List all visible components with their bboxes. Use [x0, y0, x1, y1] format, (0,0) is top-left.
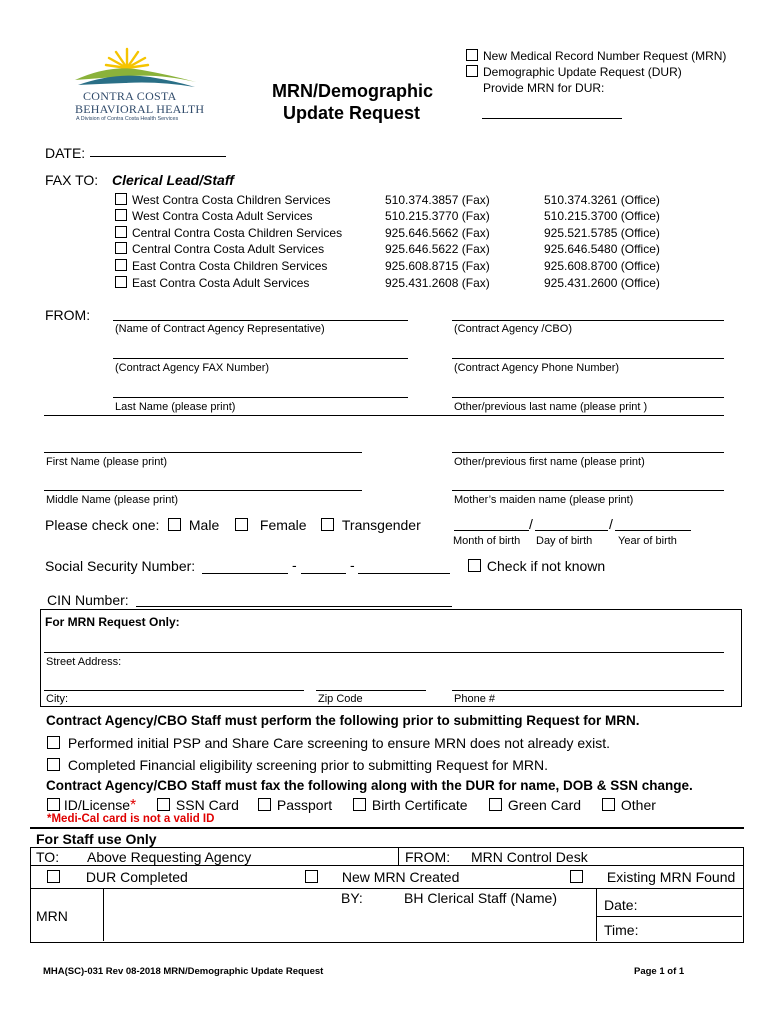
sunrise-logo-icon — [70, 46, 205, 88]
section-divider — [44, 415, 724, 416]
gender-female-option[interactable]: Female — [235, 517, 307, 533]
last-name-input[interactable] — [113, 397, 408, 398]
checkbox-icon[interactable] — [305, 870, 318, 883]
staff-to-label: TO: — [36, 849, 60, 865]
fax-row[interactable]: East Contra Costa Children Services — [115, 259, 327, 273]
date-label: DATE: — [45, 145, 86, 161]
logo-line-3: A Division of Contra Costa Health Services — [76, 116, 179, 122]
staff-to-value: Above Requesting Agency — [87, 849, 252, 865]
other-last-name-caption: Other/previous last name (please print ) — [454, 401, 648, 413]
office-number: 925.521.5785 (Office) — [544, 226, 660, 240]
staff-col-divider — [398, 848, 399, 865]
fax-row[interactable]: Central Contra Costa Children Services — [115, 226, 342, 240]
ssn-dash: - — [292, 557, 297, 573]
staff-time-label: Time: — [604, 922, 639, 938]
rep-name-input[interactable] — [113, 320, 408, 321]
cin-input[interactable] — [136, 606, 452, 607]
staff-row-divider — [30, 865, 743, 866]
fax-row[interactable]: West Contra Costa Adult Services — [115, 209, 313, 223]
checkbox-icon[interactable] — [570, 870, 583, 883]
gender-male-option[interactable]: Male — [168, 517, 219, 533]
staff-by-value: BH Clerical Staff (Name) — [404, 890, 558, 906]
birth-month-caption: Month of birth — [453, 535, 521, 547]
checkbox-icon[interactable] — [466, 65, 478, 77]
staff-row-divider — [596, 916, 742, 917]
checkbox-icon[interactable] — [602, 798, 615, 811]
doc-id-option[interactable]: ID/License* — [47, 797, 136, 815]
middle-name-input[interactable] — [44, 490, 362, 491]
fax-docs-heading: Contract Agency/CBO Staff must fax the following along with the DUR for name, DOB & SSN change. — [46, 778, 693, 793]
birth-day-input[interactable] — [535, 530, 608, 531]
existing-mrn-option[interactable]: Existing MRN Found — [570, 869, 735, 885]
zip-input[interactable] — [316, 690, 426, 691]
financial-screening-option[interactable]: Completed Financial eligibility screening prior to submitting Request for MRN. — [47, 757, 548, 773]
phone-input[interactable] — [452, 690, 724, 691]
agency-logo — [70, 46, 205, 126]
checkbox-icon[interactable] — [466, 49, 478, 61]
staff-col-divider — [596, 889, 597, 941]
dob-slash: / — [529, 516, 533, 532]
first-name-caption: First Name (please print) — [46, 456, 168, 468]
form-title-line-1: MRN/Demographic — [272, 81, 434, 101]
provide-mrn-label: Provide MRN for DUR: — [483, 81, 605, 95]
agency-caption: (Contract Agency /CBO) — [454, 323, 572, 335]
staff-date-label: Date: — [604, 897, 638, 913]
fax-number: 925.646.5662 (Fax) — [385, 226, 490, 240]
last-name-caption: Last Name (please print) — [115, 401, 236, 413]
first-name-input[interactable] — [44, 452, 362, 453]
ssn-label: Social Security Number: — [45, 558, 196, 574]
dob-slash: / — [609, 516, 613, 532]
office-number: 925.646.5480 (Office) — [544, 242, 660, 256]
dur-request-option[interactable]: Demographic Update Request (DUR) — [466, 65, 682, 79]
agency-input[interactable] — [452, 320, 724, 321]
mrn-box-title: For MRN Request Only: — [45, 615, 180, 629]
street-address-label: Street Address: — [46, 656, 122, 668]
checkbox-icon[interactable] — [115, 276, 127, 288]
agency-phone-input[interactable] — [452, 358, 724, 359]
prior-heading: Contract Agency/CBO Staff must perform the following prior to submitting Request for MRN. — [46, 713, 640, 728]
ssn-dash: - — [350, 557, 355, 573]
birth-year-input[interactable] — [615, 530, 691, 531]
birth-day-caption: Day of birth — [536, 535, 593, 547]
checkbox-icon[interactable] — [47, 736, 60, 749]
provide-mrn-input[interactable] — [482, 118, 622, 119]
checkbox-icon[interactable] — [235, 518, 248, 531]
checkbox-icon[interactable] — [115, 259, 127, 271]
city-label: City: — [46, 693, 68, 705]
checkbox-icon[interactable] — [168, 518, 181, 531]
checkbox-icon[interactable] — [115, 242, 127, 254]
checkbox-icon[interactable] — [489, 798, 502, 811]
fax-row[interactable]: East Contra Costa Adult Services — [115, 276, 309, 290]
city-input[interactable] — [44, 690, 304, 691]
other-first-name-input[interactable] — [452, 452, 724, 453]
office-number: 925.431.2600 (Office) — [544, 276, 660, 290]
staff-row-divider — [30, 888, 743, 889]
fax-number: 925.431.2608 (Fax) — [385, 276, 490, 290]
ssn-unknown-option[interactable]: Check if not known — [468, 558, 605, 574]
fax-number: 510.215.3770 (Fax) — [385, 209, 490, 223]
cin-label: CIN Number: — [47, 592, 129, 608]
doc-other-option[interactable]: Other — [602, 797, 656, 813]
ssn-part-1-input[interactable] — [202, 573, 288, 574]
staff-from-label: FROM: — [405, 849, 451, 865]
office-number: 510.374.3261 (Office) — [544, 193, 660, 207]
staff-section-title: For Staff use Only — [36, 831, 157, 847]
maiden-name-caption: Mother’s maiden name (please print) — [454, 494, 634, 506]
doc-birth-certificate-option[interactable]: Birth Certificate — [353, 797, 468, 813]
fax-number: 510.374.3857 (Fax) — [385, 193, 490, 207]
birth-month-input[interactable] — [454, 530, 529, 531]
checkbox-icon[interactable] — [115, 209, 127, 221]
zip-label: Zip Code — [318, 693, 363, 705]
gender-transgender-option[interactable]: Transgender — [321, 517, 421, 533]
maiden-name-input[interactable] — [452, 490, 724, 491]
footer-form-id: MHA(SC)-031 Rev 08-2018 MRN/Demographic Update Request — [43, 966, 324, 977]
office-number: 925.608.8700 (Office) — [544, 259, 660, 273]
office-number: 510.215.3700 (Office) — [544, 209, 660, 223]
street-address-input[interactable] — [44, 652, 724, 653]
fax-row[interactable]: West Contra Costa Children Services — [115, 193, 331, 207]
checkbox-icon[interactable] — [321, 518, 334, 531]
form-title-line-2: Update Request — [283, 103, 421, 123]
checkbox-icon[interactable] — [115, 193, 127, 205]
psp-screening-option[interactable]: Performed initial PSP and Share Care screening to ensure MRN does not already exist. — [47, 735, 610, 751]
checkbox-icon[interactable] — [47, 870, 60, 883]
fax-number: 925.646.5622 (Fax) — [385, 242, 490, 256]
staff-by-label: BY: — [341, 890, 363, 906]
checkbox-icon[interactable] — [115, 226, 127, 238]
logo-line-1: CONTRA COSTA — [83, 89, 177, 103]
doc-ssn-card-option[interactable]: SSN Card — [157, 797, 239, 813]
fax-row[interactable]: Central Contra Costa Adult Services — [115, 242, 324, 256]
gender-label: Please check one: — [45, 517, 160, 533]
ssn-part-2-input[interactable] — [301, 573, 346, 574]
staff-section-rule — [30, 827, 744, 829]
checkbox-icon[interactable] — [468, 559, 481, 572]
agency-fax-input[interactable] — [113, 358, 408, 359]
from-label: FROM: — [45, 307, 91, 323]
agency-fax-caption: (Contract Agency FAX Number) — [115, 362, 270, 374]
fax-to-value: Clerical Lead/Staff — [112, 172, 234, 188]
other-last-name-input[interactable] — [452, 397, 724, 398]
checkbox-icon[interactable] — [47, 798, 60, 811]
checkbox-icon[interactable] — [258, 798, 271, 811]
logo-line-2: BEHAVIORAL HEALTH — [75, 102, 205, 116]
checkbox-icon[interactable] — [157, 798, 170, 811]
checkbox-icon[interactable] — [47, 758, 60, 771]
staff-from-value: MRN Control Desk — [471, 849, 588, 865]
footer-page-number: Page 1 of 1 — [634, 966, 685, 977]
fax-to-label: FAX TO: — [45, 172, 99, 188]
checkbox-icon[interactable] — [353, 798, 366, 811]
staff-col-divider — [103, 889, 104, 941]
ssn-part-3-input[interactable] — [358, 573, 450, 574]
doc-passport-option[interactable]: Passport — [258, 797, 332, 813]
new-mrn-request-option[interactable]: New Medical Record Number Request (MRN) — [466, 49, 726, 63]
new-mrn-created-option[interactable]: New MRN Created — [305, 869, 459, 885]
birth-year-caption: Year of birth — [618, 535, 677, 547]
medi-cal-note: *Medi-Cal card is not a valid ID — [47, 813, 215, 825]
staff-mrn-label: MRN — [36, 908, 68, 924]
date-input[interactable] — [90, 156, 226, 157]
middle-name-caption: Middle Name (please print) — [46, 494, 179, 506]
other-first-name-caption: Other/previous first name (please print) — [454, 456, 645, 468]
doc-green-card-option[interactable]: Green Card — [489, 797, 581, 813]
fax-number: 925.608.8715 (Fax) — [385, 259, 490, 273]
agency-phone-caption: (Contract Agency Phone Number) — [454, 362, 620, 374]
phone-label: Phone # — [454, 693, 495, 705]
dur-completed-option[interactable]: DUR Completed — [47, 869, 188, 885]
rep-name-caption: (Name of Contract Agency Representative) — [115, 323, 325, 335]
